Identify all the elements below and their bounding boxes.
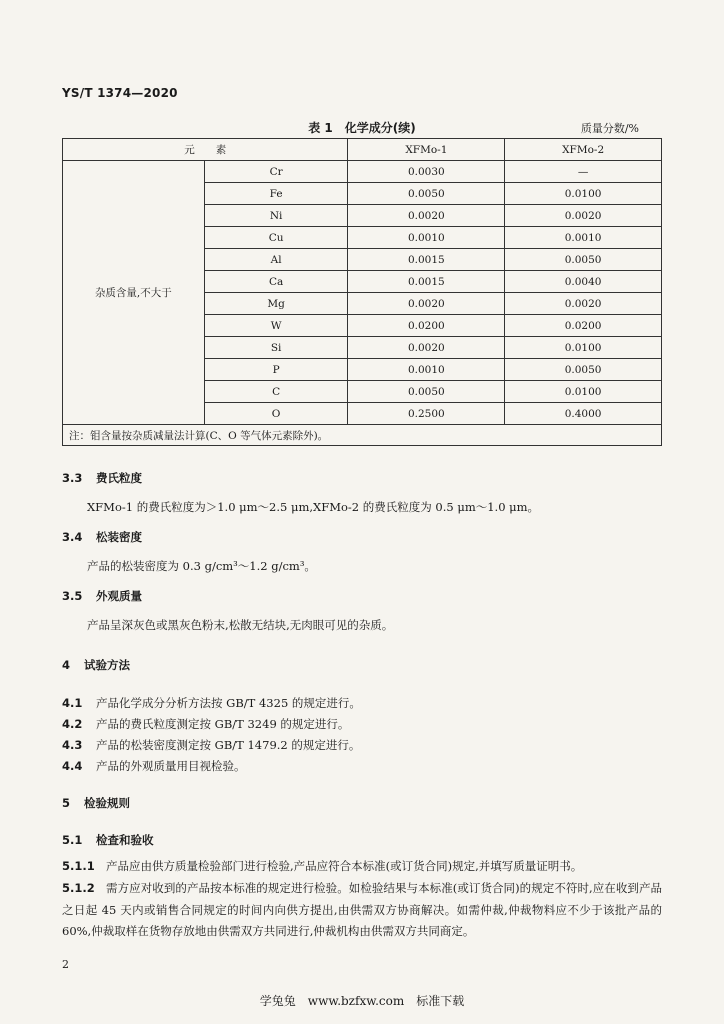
element-cell: Al (204, 249, 348, 271)
header-xfmo1: XFMo-1 (348, 139, 505, 161)
xfmo2-value: — (505, 161, 662, 183)
section-5-1-2: 5.1.2 需方应对收到的产品按本标准的规定进行检验。如检验结果与本标准(或订货合同)的规定不符时,应在收到产品之日起 45 天内或销售合同规定的时间内向供方提出,由供需双方协商解决。如需仲裁,仲裁物料应不少于该批产品的 60%,仲裁取样在货物存放地由供需双方共同进行,仲裁机构由供需双方共同商定。 (62, 881, 662, 938)
xfmo1-value: 0.2500 (348, 403, 505, 425)
section-4-heading: 4 试验方法 (62, 658, 130, 672)
header-xfmo2: XFMo-2 (505, 139, 662, 161)
element-cell: O (204, 403, 348, 425)
section-5-1-1: 5.1.1 产品应由供方质量检验部门进行检验,产品应符合本标准(或订货合同)规定,并填写质量证明书。 (62, 859, 583, 873)
xfmo1-value: 0.0010 (348, 359, 505, 381)
element-cell: P (204, 359, 348, 381)
table-unit: 质量分数/% (580, 122, 639, 135)
xfmo1-value: 0.0020 (348, 337, 505, 359)
section-4-item: 4.1 产品化学成分分析方法按 GB/T 4325 的规定进行。 (62, 696, 361, 710)
table-header-row (63, 139, 662, 161)
xfmo1-value: 0.0020 (348, 205, 505, 227)
xfmo1-value: 0.0015 (348, 249, 505, 271)
xfmo1-value: 0.0030 (348, 161, 505, 183)
element-cell: Si (204, 337, 348, 359)
xfmo2-value: 0.0050 (505, 249, 662, 271)
xfmo1-value: 0.0050 (348, 381, 505, 403)
section-3-5-heading: 3.5 外观质量 (62, 589, 142, 603)
xfmo2-value: 0.0050 (505, 359, 662, 381)
section-5-heading: 5 检验规则 (62, 796, 130, 810)
header-element: 元 素 (63, 139, 348, 161)
page-number: 2 (62, 958, 69, 971)
element-cell: Mg (204, 293, 348, 315)
chemical-composition-table (62, 138, 662, 446)
xfmo2-value: 0.4000 (505, 403, 662, 425)
section-5-1-heading: 5.1 检查和验收 (62, 833, 154, 847)
xfmo1-value: 0.0010 (348, 227, 505, 249)
section-3-4-heading: 3.4 松装密度 (62, 530, 142, 544)
element-cell: Ni (204, 205, 348, 227)
element-cell: C (204, 381, 348, 403)
standard-code: YS/T 1374—2020 (62, 86, 178, 100)
xfmo1-value: 0.0020 (348, 293, 505, 315)
xfmo1-value: 0.0050 (348, 183, 505, 205)
xfmo2-value: 0.0020 (505, 293, 662, 315)
xfmo2-value: 0.0010 (505, 227, 662, 249)
xfmo2-value: 0.0020 (505, 205, 662, 227)
element-cell: Fe (204, 183, 348, 205)
element-cell: Cr (204, 161, 348, 183)
xfmo2-value: 0.0100 (505, 183, 662, 205)
table-row (63, 161, 662, 183)
table-note-row (63, 425, 662, 446)
table-note: 注：钼含量按杂质减量法计算(C、O 等气体元素除外)。 (63, 425, 662, 446)
section-4-item: 4.3 产品的松装密度测定按 GB/T 1479.2 的规定进行。 (62, 738, 361, 752)
section-3-4-text: 产品的松装密度为 0.3 g/cm³～1.2 g/cm³。 (87, 559, 316, 573)
section-4-item: 4.4 产品的外观质量用目视检验。 (62, 759, 246, 773)
element-cell: Ca (204, 271, 348, 293)
xfmo2-value: 0.0200 (505, 315, 662, 337)
section-3-5-text: 产品呈深灰色或黑灰色粉末,松散无结块,无肉眼可见的杂质。 (87, 618, 394, 632)
xfmo2-value: 0.0100 (505, 381, 662, 403)
xfmo2-value: 0.0100 (505, 337, 662, 359)
table-caption: 表 1 化学成分(续) (308, 121, 416, 135)
element-cell: Cu (204, 227, 348, 249)
footer-watermark: 学兔兔 www.bzfxw.com 标准下载 (259, 994, 465, 1008)
group-label: 杂质含量,不大于 (63, 161, 205, 425)
xfmo1-value: 0.0200 (348, 315, 505, 337)
section-3-3-heading: 3.3 费氏粒度 (62, 471, 142, 485)
xfmo2-value: 0.0040 (505, 271, 662, 293)
xfmo1-value: 0.0015 (348, 271, 505, 293)
element-cell: W (204, 315, 348, 337)
section-4-item: 4.2 产品的费氏粒度测定按 GB/T 3249 的规定进行。 (62, 717, 350, 731)
section-3-3-text: XFMo-1 的费氏粒度为＞1.0 μm～2.5 μm,XFMo-2 的费氏粒度为 0.5 μm～1.0 μm。 (87, 500, 540, 514)
